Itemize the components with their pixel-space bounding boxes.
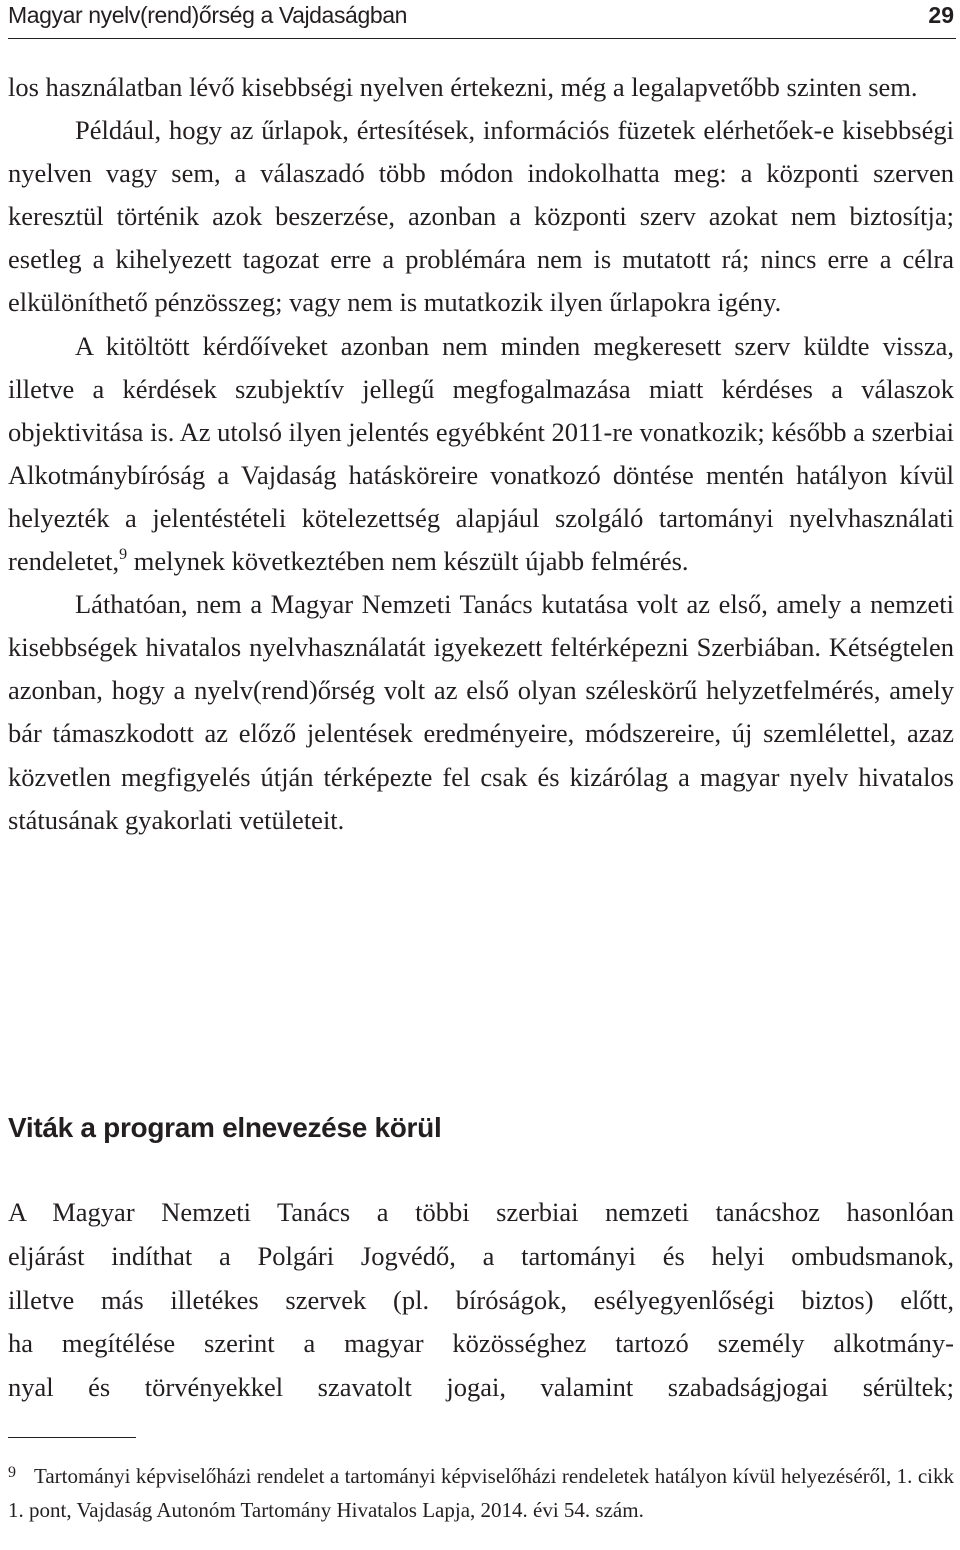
section-heading: Viták a program elnevezése körül: [8, 1112, 442, 1143]
paragraph: [8, 66, 954, 109]
section-line: ha megítélése szerint a magyar közösséghez tartozó személy alkotmány-: [8, 1328, 954, 1359]
section-line: illetve más illetékes szervek (pl. bíróságok, esélyegyenlőségi biztos) előtt,: [8, 1284, 954, 1315]
paragraph-text: Például, hogy az űrlapok, értesítések, információs füzetek elérhetőek-e kisebbségi nyelven vagy sem, a válaszadó több módon indokolhatta meg: a központi szerven keresztül történik azok beszerzése, azonban a központi szerv azokat nem biztosítja; esetleg a kihelyezett tagozat erre a problémára nem is mutatott rá; nincs erre a célra elkülöníthető pénzösszeg; vagy nem is mutatkozik ilyen űrlapokra igény.: [8, 115, 954, 318]
section-line: eljárást indíthat a Polgári Jogvédő, a tartományi és helyi ombudsmanok,: [8, 1240, 954, 1271]
paragraph: [8, 109, 954, 324]
paragraph: [8, 583, 954, 842]
body-text: [8, 66, 954, 842]
paragraph: [8, 325, 954, 584]
section-line: nyal és törvényekkel szavatolt jogai, valamint szabadságjogai sérültek;: [8, 1372, 954, 1403]
running-title: Magyar nyelv(rend)őrség a Vajdaságban: [8, 2, 408, 28]
footnote-text: 9 Tartományi képviselőházi rendelet a tartományi képviselőházi rendeletek hatályon kívül helyezéséről, 1. cikk 1. pont, Vajdaság Autonóm Tartomány Hivatalos Lapja, 2014. évi 54. szám.: [8, 1464, 954, 1522]
footnote-divider: [8, 1437, 136, 1438]
paragraph-text: A kitöltött kérdőíveket azonban nem minden megkeresett szerv küldte vissza, illetve a kérdések szubjektív jellegű megfogalmazása miatt kérdéses a válaszok objektivitása is. Az utolsó ilyen jelentés egyébként 2011-re vonatkozik; később a szerbiai Alkotmánybíróság a Vajdaság hatásköreire vonatkozó döntése mentén hatályon kívül helyezték a jelentéstételi kötelezettség alapjául szolgáló tartományi nyelvhasználati rendeletet,: [8, 330, 954, 577]
running-header: [8, 0, 956, 39]
section-line: A Magyar Nemzeti Tanács a többi szerbiai nemzeti tanácshoz hasonlóan: [8, 1197, 954, 1227]
paragraph-text: melynek következtében nem készült újabb felmérés.: [127, 546, 689, 577]
footnote-reference[interactable]: 9: [119, 546, 128, 564]
section-body: [8, 1191, 954, 1410]
paragraph-text: Láthatóan, nem a Magyar Nemzeti Tanács kutatása volt az első, amely a nemzeti kisebbségek hivatalos nyelvhasználatát igyekezett feltérképezni Szerbiában. Kétségtelen azonban, hogy a nyelv(rend)őrség volt az első olyan széleskörű helyzetfelmérés, amely bár támaszkodott az előző jelentések eredményeire, módszereire, új szemlélettel, azaz közvetlen megfigyelés útján térképezte fel csak és kizárólag a magyar nyelv hivatalos státusának gyakorlati vetületeit.: [8, 589, 954, 835]
footnote-body: Tartományi képviselőházi rendelet a tartományi képviselőházi rendeletek hatályon kívül helyezéséről, 1. cikk 1. pont, Vajdaság Autonóm Tartomány Hivatalos Lapja, 2014. évi 54. szám.: [8, 1464, 954, 1522]
page-number: 29: [928, 2, 954, 28]
footnote: [8, 1460, 954, 1527]
paragraph-text: los használatban lévő kisebbségi nyelven értekezni, még a legalapvetőbb szinten sem.: [8, 72, 918, 102]
